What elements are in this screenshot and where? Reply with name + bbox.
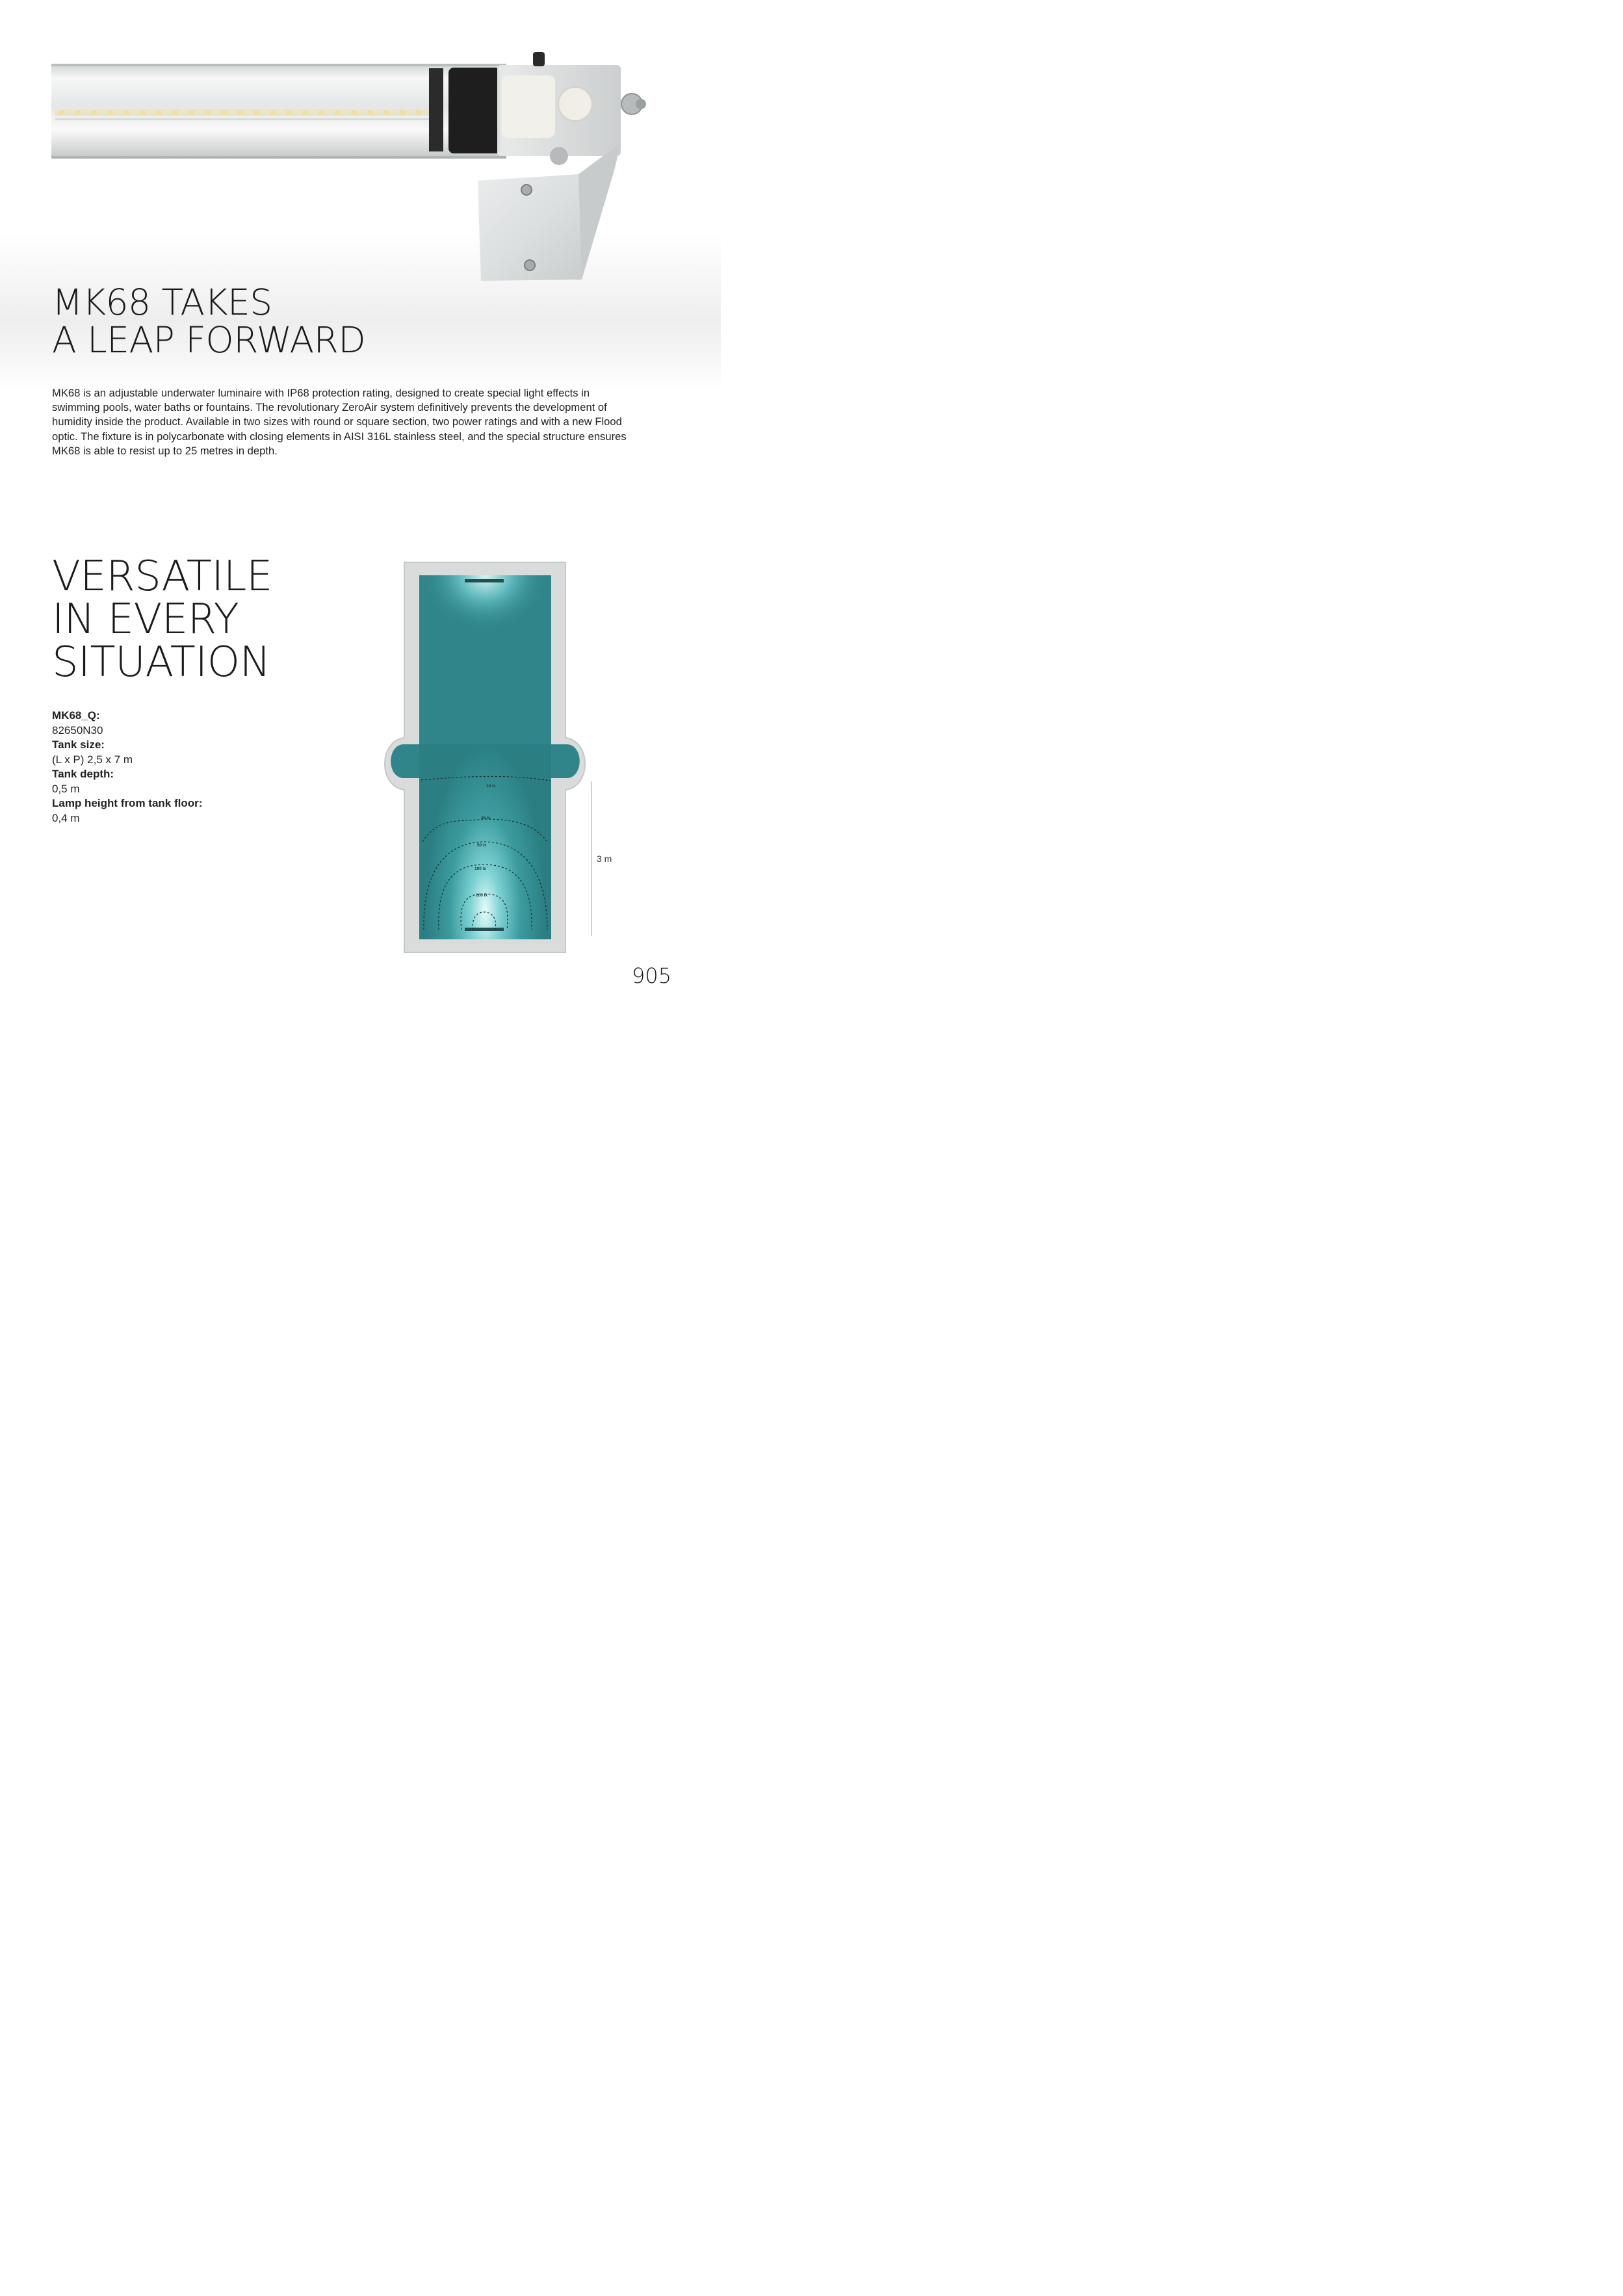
section2-title-line2: IN EVERY	[52, 595, 239, 644]
scale-label: 3 m	[597, 854, 612, 864]
spec-label: Tank depth:	[52, 768, 114, 780]
isolux-label-100: 100 lx	[474, 867, 487, 871]
isolux-label-50: 50 lx	[477, 843, 487, 848]
page-number: 905	[632, 963, 672, 988]
section1-title-line2: A LEAP FORWARD	[52, 319, 366, 361]
spec-label: Lamp height from tank floor:	[52, 797, 203, 809]
spec-value: 0,5 m	[52, 782, 80, 795]
isolux-label-200: 200 lx	[476, 893, 488, 898]
section1-title-line1: MK68 TAKES	[52, 281, 272, 323]
isolux-label-10: 10 lx	[486, 784, 496, 789]
section1-title	[52, 283, 365, 359]
section2-title-line1: VERSATILE	[52, 553, 272, 601]
pool-isolux-diagram	[377, 556, 591, 959]
isolux-label-25: 25 lx	[481, 816, 491, 820]
spec-value: 0,4 m	[52, 811, 80, 824]
section2-title	[52, 555, 272, 684]
section2-title-line3: SITUATION	[52, 638, 270, 686]
spec-label: Tank size:	[52, 738, 105, 751]
spec-value: (L x P) 2,5 x 7 m	[52, 753, 133, 766]
intro-paragraph: MK68 is an adjustable underwater luminaire with IP68 protection rating, designed to create special light effects in swimming pools, water baths or fountains. The revolutionary ZeroAir system definitively prevents the development of humidity inside the product. Available in two sizes with round or square section, two power ratings and with a new Flood optic. The fixture is in polycarbonate with closing elements in AISI 316L stainless steel, and the special structure ensures MK68 is able to resist up to 25 metres in depth.	[52, 387, 627, 457]
spec-label: MK68_Q:	[52, 709, 100, 722]
spec-list	[52, 709, 202, 826]
spec-value: 82650N30	[52, 724, 103, 737]
